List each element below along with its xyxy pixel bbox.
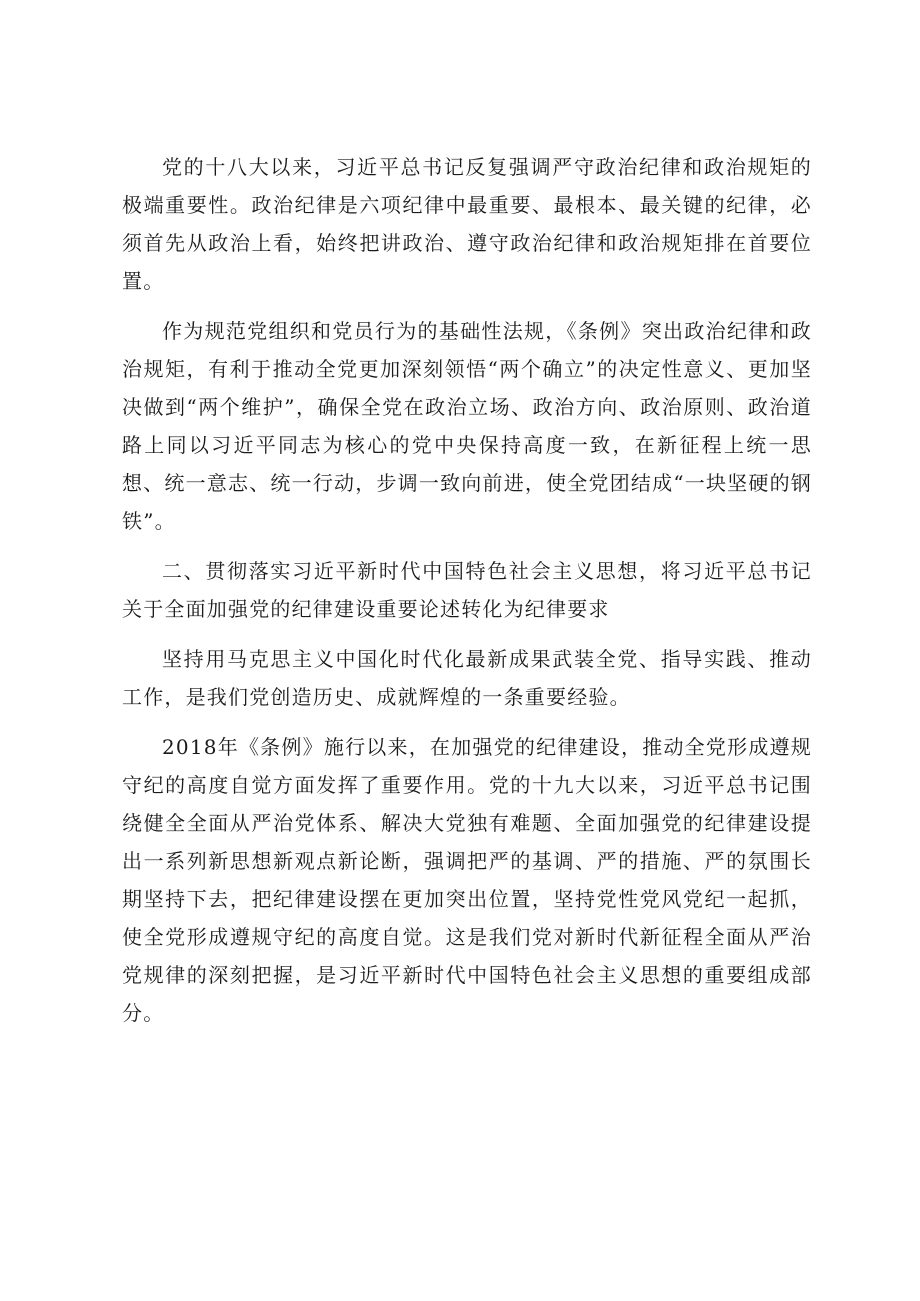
section-heading-2: 二、贯彻落实习近平新时代中国特色社会主义思想，将习近平总书记关于全面加强党的纪律建设重要论述转化为纪律要求 — [122, 559, 812, 621]
paragraph-3: 坚持用马克思主义中国化时代化最新成果武装全党、指导实践、推动工作，是我们党创造历史、成就辉煌的一条重要经验。 — [122, 647, 812, 709]
paragraph-2: 作为规范党组织和党员行为的基础性法规，《条例》突出政治纪律和政治规矩，有利于推动全党更加深刻领悟“两个确立”的决定性意义、更加坚决做到“两个维护”，确保全党在政治立场、政治方向、政治原则、政治道路上同以习近平同志为核心的党中央保持高度一致，在新征程上统一思想、统一意志、统一行动，步调一致向前进，使全党团结成“一块坚硬的钢铁”。 — [122, 319, 812, 533]
document-body — [122, 148, 812, 1044]
paragraph-1: 党的十八大以来，习近平总书记反复强调严守政治纪律和政治规矩的极端重要性。政治纪律是六项纪律中最重要、最根本、最关键的纪律，必须首先从政治上看，始终把讲政治、遵守政治纪律和政治规矩排在首要位置。 — [122, 155, 812, 293]
paragraph-4: 2018年《条例》施行以来，在加强党的纪律建设，推动全党形成遵规守纪的高度自觉方面发挥了重要作用。党的十九大以来，习近平总书记围绕健全全面从严治党体系、解决大党独有难题、全面加强党的纪律建设提出一系列新思想新观点新论断，强调把严的基调、严的措施、严的氛围长期坚持下去，把纪律建设摆在更加突出位置，坚持党性党风党纪一起抓，使全党形成遵规守纪的高度自觉。这是我们党对新时代新征程全面从严治党规律的深刻把握，是习近平新时代中国特色社会主义思想的重要组成部分。 — [122, 735, 812, 1025]
